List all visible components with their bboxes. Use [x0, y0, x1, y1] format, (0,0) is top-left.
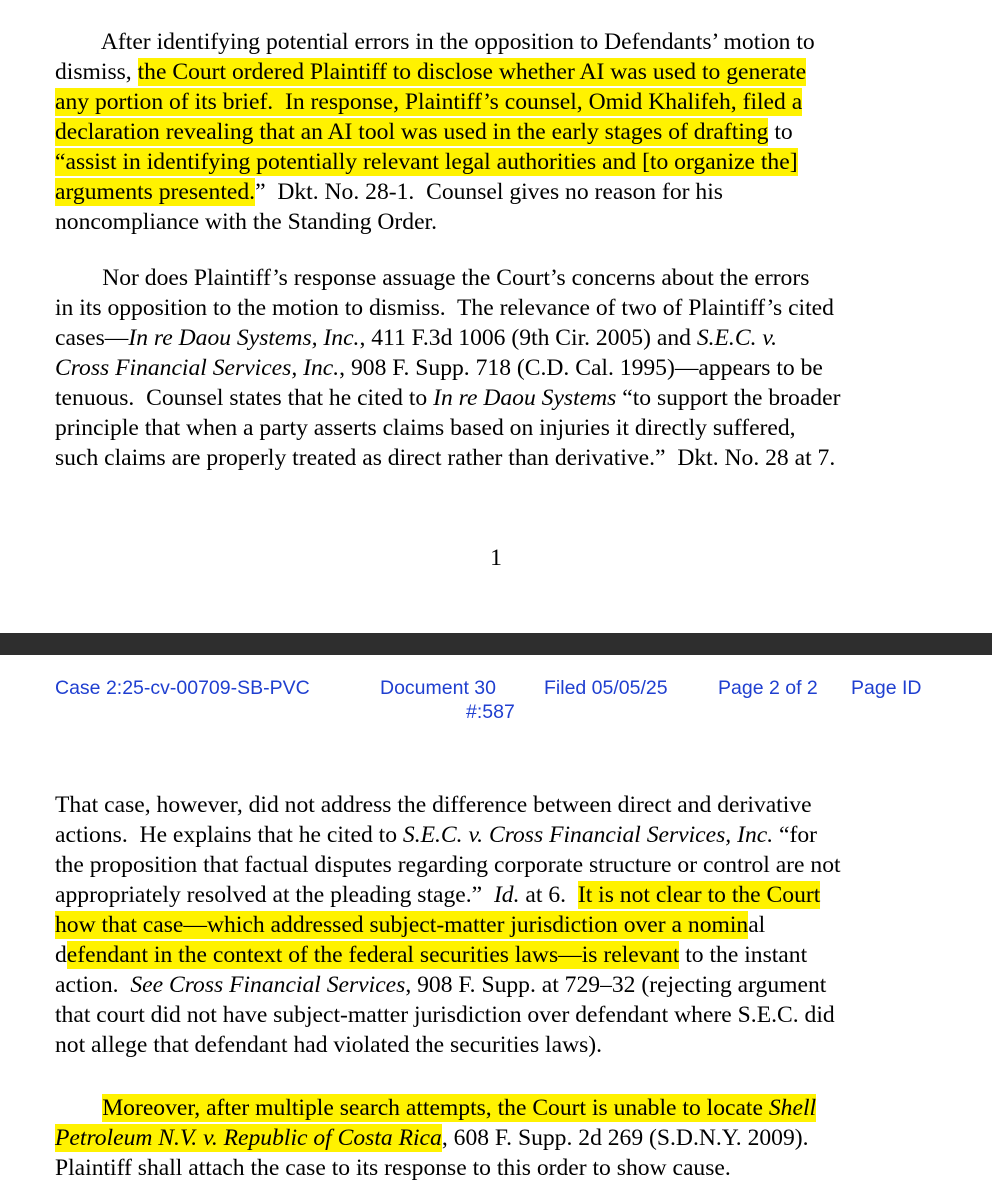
paragraph-response-errors: [55, 263, 935, 473]
text-line: [55, 443, 935, 473]
italic-citation: In re Daou Systems, Inc.: [128, 325, 360, 351]
highlighted-text: Shell: [768, 1095, 817, 1121]
text-line: [55, 1153, 935, 1183]
text-run: That case, however, did not address the difference between direct and derivative: [55, 792, 812, 818]
text-run: , 908 F. Supp. 718 (C.D. Cal. 1995)—appears to be: [339, 355, 823, 381]
text-run: dismiss,: [55, 59, 138, 85]
text-line: [55, 940, 935, 970]
page-2: [0, 655, 992, 1200]
highlighted-text: It is not clear to the Court: [577, 882, 821, 908]
text-line: [55, 910, 935, 940]
highlighted-text: Moreover, after multiple search attempts, the Court is unable to locate: [102, 1095, 769, 1121]
header-page-id: Page ID: [851, 677, 922, 699]
header-page-id-number: #:587: [466, 701, 515, 723]
page-divider: [0, 633, 992, 655]
text-run: Nor does Plaintiff’s response assuage the Court’s concerns about the errors: [55, 265, 810, 291]
text-line: [55, 353, 935, 383]
text-run: action.: [55, 972, 131, 998]
italic-citation: Id.: [493, 882, 520, 908]
header-filed-date: Filed 05/05/25: [544, 677, 668, 699]
italic-citation: S.E.C. v. Cross Financial Services, Inc.: [402, 822, 774, 848]
text-run: , 608 F. Supp. 2d 269 (S.D.N.Y. 2009).: [441, 1125, 809, 1151]
text-run: principle that when a party asserts claims based on injuries it directly suffered,: [55, 415, 796, 441]
text-line: [55, 880, 935, 910]
text-run: tenuous. Counsel states that he cited to: [55, 385, 434, 411]
text-run: d: [55, 942, 67, 968]
text-line: [55, 1000, 935, 1030]
header-page-count: Page 2 of 2: [718, 677, 818, 699]
text-line: [55, 207, 935, 237]
paragraph-ai-disclosure: [55, 27, 935, 237]
italic-citation: See Cross Financial Services: [130, 972, 406, 998]
text-line: [55, 1093, 935, 1123]
text-run: ” Dkt. No. 28-1. Counsel gives no reason for his: [255, 179, 723, 205]
italic-citation: S.E.C. v.: [696, 325, 777, 351]
paragraph-cross-financial: [55, 790, 935, 1060]
text-line: [55, 970, 935, 1000]
header-document: Document 30: [380, 677, 496, 699]
text-run: such claims are properly treated as direct rather than derivative.” Dkt. No. 28 at 7.: [55, 445, 836, 471]
highlighted-text: Petroleum N.V. v. Republic of Costa Rica: [55, 1125, 442, 1151]
text-run: Plaintiff shall attach the case to its response to this order to show cause.: [55, 1155, 731, 1181]
highlighted-text: “assist in identifying potentially relevant legal authorities and [to organize the]: [55, 149, 798, 175]
text-run: the proposition that factual disputes regarding corporate structure or control are not: [55, 852, 841, 878]
text-line: [55, 820, 935, 850]
highlighted-text: declaration revealing that an AI tool was used in the early stages of drafting: [55, 119, 769, 145]
text-run: [55, 1095, 102, 1121]
text-line: [55, 850, 935, 880]
text-line: [55, 323, 935, 353]
page-number: 1: [490, 545, 502, 571]
text-run: , 908 F. Supp. at 729–32 (rejecting argument: [405, 972, 827, 998]
text-line: [55, 1123, 935, 1153]
text-line: [55, 293, 935, 323]
italic-citation: Cross Financial Services, Inc.: [55, 355, 340, 381]
text-line: [55, 413, 935, 443]
highlighted-text: arguments presented.: [55, 179, 256, 205]
text-run: appropriately resolved at the pleading stage.”: [55, 882, 494, 908]
italic-citation: In re Daou Systems: [433, 385, 617, 411]
text-line: [55, 87, 935, 117]
text-line: [55, 177, 935, 207]
text-run: “to support the broader: [616, 385, 841, 411]
text-run: noncompliance with the Standing Order.: [55, 209, 438, 235]
text-line: [55, 57, 935, 87]
text-line: [55, 117, 935, 147]
text-run: that court did not have subject-matter jurisdiction over defendant where S.E.C. did: [55, 1002, 835, 1028]
header-case-number: Case 2:25-cv-00709-SB-PVC: [55, 677, 310, 699]
text-run: to the instant: [679, 942, 808, 968]
highlighted-text: how that case—which addressed subject-matter jurisdiction over a nomin: [55, 912, 749, 938]
text-run: to: [768, 119, 793, 145]
text-run: , 411 F.3d 1006 (9th Cir. 2005) and: [359, 325, 697, 351]
text-run: al: [748, 912, 766, 938]
text-run: actions. He explains that he cited to: [55, 822, 403, 848]
text-run: After identifying potential errors in the opposition to Defendants’ motion to: [55, 29, 815, 55]
highlighted-text: the Court ordered Plaintiff to disclose whether AI was used to generate: [137, 59, 807, 85]
text-run: at 6.: [519, 882, 578, 908]
text-line: [55, 27, 935, 57]
text-run: not allege that defendant had violated the securities laws).: [55, 1032, 603, 1058]
text-run: in its opposition to the motion to dismiss. The relevance of two of Plaintiff’s cited: [55, 295, 834, 321]
text-line: [55, 147, 935, 177]
text-line: [55, 1030, 935, 1060]
highlighted-text: efendant in the context of the federal securities laws—is relevant: [66, 942, 680, 968]
text-line: [55, 263, 935, 293]
highlighted-text: any portion of its brief. In response, Plaintiff’s counsel, Omid Khalifeh, filed a: [55, 89, 803, 115]
text-run: “for: [773, 822, 818, 848]
text-line: [55, 383, 935, 413]
text-line: [55, 790, 935, 820]
paragraph-shell-petroleum: [55, 1093, 935, 1183]
text-run: cases—: [55, 325, 129, 351]
